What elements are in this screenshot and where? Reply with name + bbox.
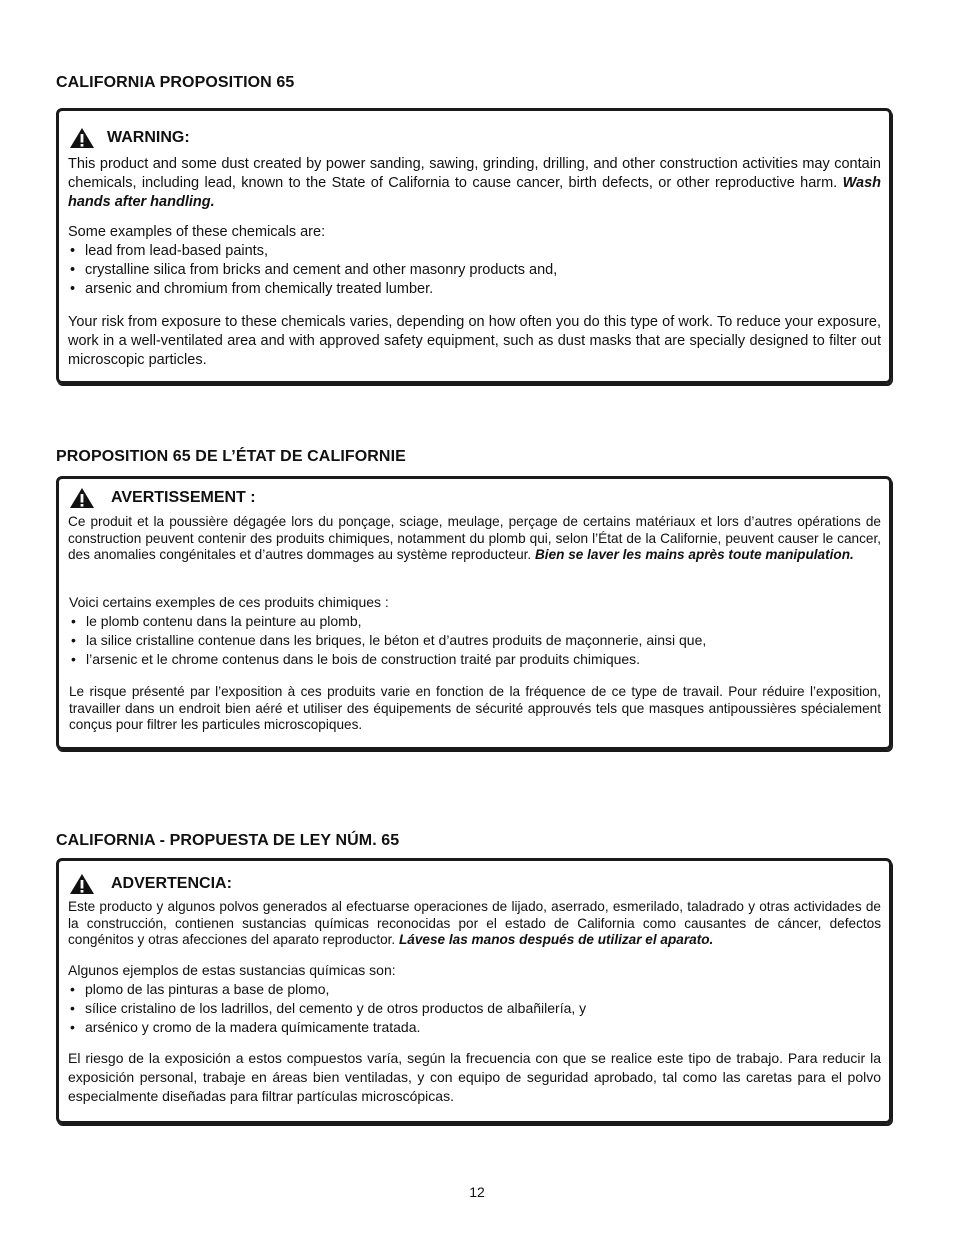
warning-box-en bbox=[56, 108, 892, 384]
list-item: • lead from lead-based paints, bbox=[68, 242, 881, 261]
examples-en bbox=[68, 223, 881, 299]
warning-label-es: ADVERTENCIA: bbox=[111, 875, 232, 892]
warning-body-fr: Ce produit et la poussière dégagée lors du ponçage, sciage, meulage, perçage de certains matériaux et lors d’autres opérations de construction peuvent contenir des produits chimiques, notamment du plomb qui, selon l’État de la Californie, peuvent causer le cancer, des anomalies congénitales et d’autres dommages au système reproducteur. bbox=[68, 514, 881, 563]
risk-text-en: Your risk from exposure to these chemicals varies, depending on how often you do this type of work. To reduce your exposure, work in a well-ventilated area and with approved safety equipment, such as dust masks that are specially designed to filter out microscopic particles. bbox=[68, 314, 881, 368]
examples-intro-en: Some examples of these chemicals are: bbox=[68, 224, 326, 240]
risk-text-fr: Le risque présenté par l’exposition à ces produits varie en fonction de la fréquence de ce type de travail. Pour réduire l’exposition, travailler dans un endroit bien aéré et utiliser des équipements de sécurité approuvés tels que masques antipoussières spécialement conçus pour filtrer les particules microscopiques. bbox=[69, 684, 881, 733]
warning-emphasis-es: Lávese las manos después de utilizar el aparato. bbox=[399, 932, 714, 948]
examples-intro-fr: Voici certains exemples de ces produits chimiques : bbox=[69, 594, 389, 610]
examples-intro-es: Algunos ejemplos de estas sustancias químicas son: bbox=[68, 962, 396, 978]
warning-triangle-icon bbox=[69, 487, 95, 509]
section-heading-en: CALIFORNIA PROPOSITION 65 bbox=[56, 74, 295, 91]
list-item: • la silice cristalline contenue dans les briques, le béton et d’autres produits de maçonnerie, ainsi que, bbox=[69, 631, 881, 650]
warning-label-en: WARNING: bbox=[107, 129, 190, 146]
examples-fr bbox=[69, 593, 881, 669]
page-number: 12 bbox=[469, 1184, 485, 1200]
warning-emphasis-fr: Bien se laver les mains après toute manipulation. bbox=[534, 547, 854, 563]
section-heading-es: CALIFORNIA - PROPUESTA DE LEY NÚM. 65 bbox=[56, 832, 400, 849]
list-item: • arsénico y cromo de la madera químicamente tratada. bbox=[68, 1018, 881, 1037]
warning-box-fr bbox=[56, 476, 892, 750]
warning-title-en bbox=[69, 127, 190, 149]
warning-text-es bbox=[68, 899, 881, 949]
warning-text-fr bbox=[68, 514, 881, 564]
list-item: • crystalline silica from bricks and cement and other masonry products and, bbox=[68, 261, 881, 280]
section-heading-fr: PROPOSITION 65 DE L’ÉTAT DE CALIFORNIE bbox=[56, 448, 406, 465]
warning-triangle-icon bbox=[69, 127, 95, 149]
risk-text-es: El riesgo de la exposición a estos compuestos varía, según la frecuencia con que se realice este tipo de trabajo. Para reducir la exposición personal, trabaje en áreas bien ventiladas, y con equipo de seguridad aprobado, tal como las caretas para el polvo especialmente diseñadas para filtrar partículas microscópicas. bbox=[68, 1050, 881, 1104]
list-item: • le plomb contenu dans la peinture au plomb, bbox=[69, 612, 881, 631]
warning-emphasis-en: Wash hands after handling. bbox=[68, 175, 881, 210]
warning-text-en bbox=[68, 155, 881, 212]
list-item: • sílice cristalino de los ladrillos, del cemento y de otros productos de albañilería, y bbox=[68, 999, 881, 1018]
examples-es bbox=[68, 961, 881, 1037]
list-item: • plomo de las pinturas a base de plomo, bbox=[68, 980, 881, 999]
list-item: • l’arsenic et le chrome contenus dans le bois de construction traité par produits chimiques. bbox=[69, 650, 881, 669]
list-item: • arsenic and chromium from chemically treated lumber. bbox=[68, 280, 881, 299]
warning-body-es: Este producto y algunos polvos generados al efectuarse operaciones de lijado, aserrado, esmerilado, taladrado y otras actividades de la construcción, contienen sustancias químicas reconocidas por el estado de California como causantes de cáncer, defectos congénitos y otras afecciones del aparato reproductor. bbox=[68, 899, 881, 948]
warning-body-en: This product and some dust created by power sanding, sawing, grinding, drilling, and other construction activities may contain chemicals, including lead, known to the State of California to cause cancer, birth defects, or other reproductive harm. bbox=[68, 156, 881, 191]
warning-title-fr bbox=[69, 487, 256, 509]
warning-title-es bbox=[69, 873, 232, 895]
warning-label-fr: AVERTISSEMENT : bbox=[111, 489, 256, 506]
warning-triangle-icon bbox=[69, 873, 95, 895]
warning-box-es bbox=[56, 858, 892, 1124]
